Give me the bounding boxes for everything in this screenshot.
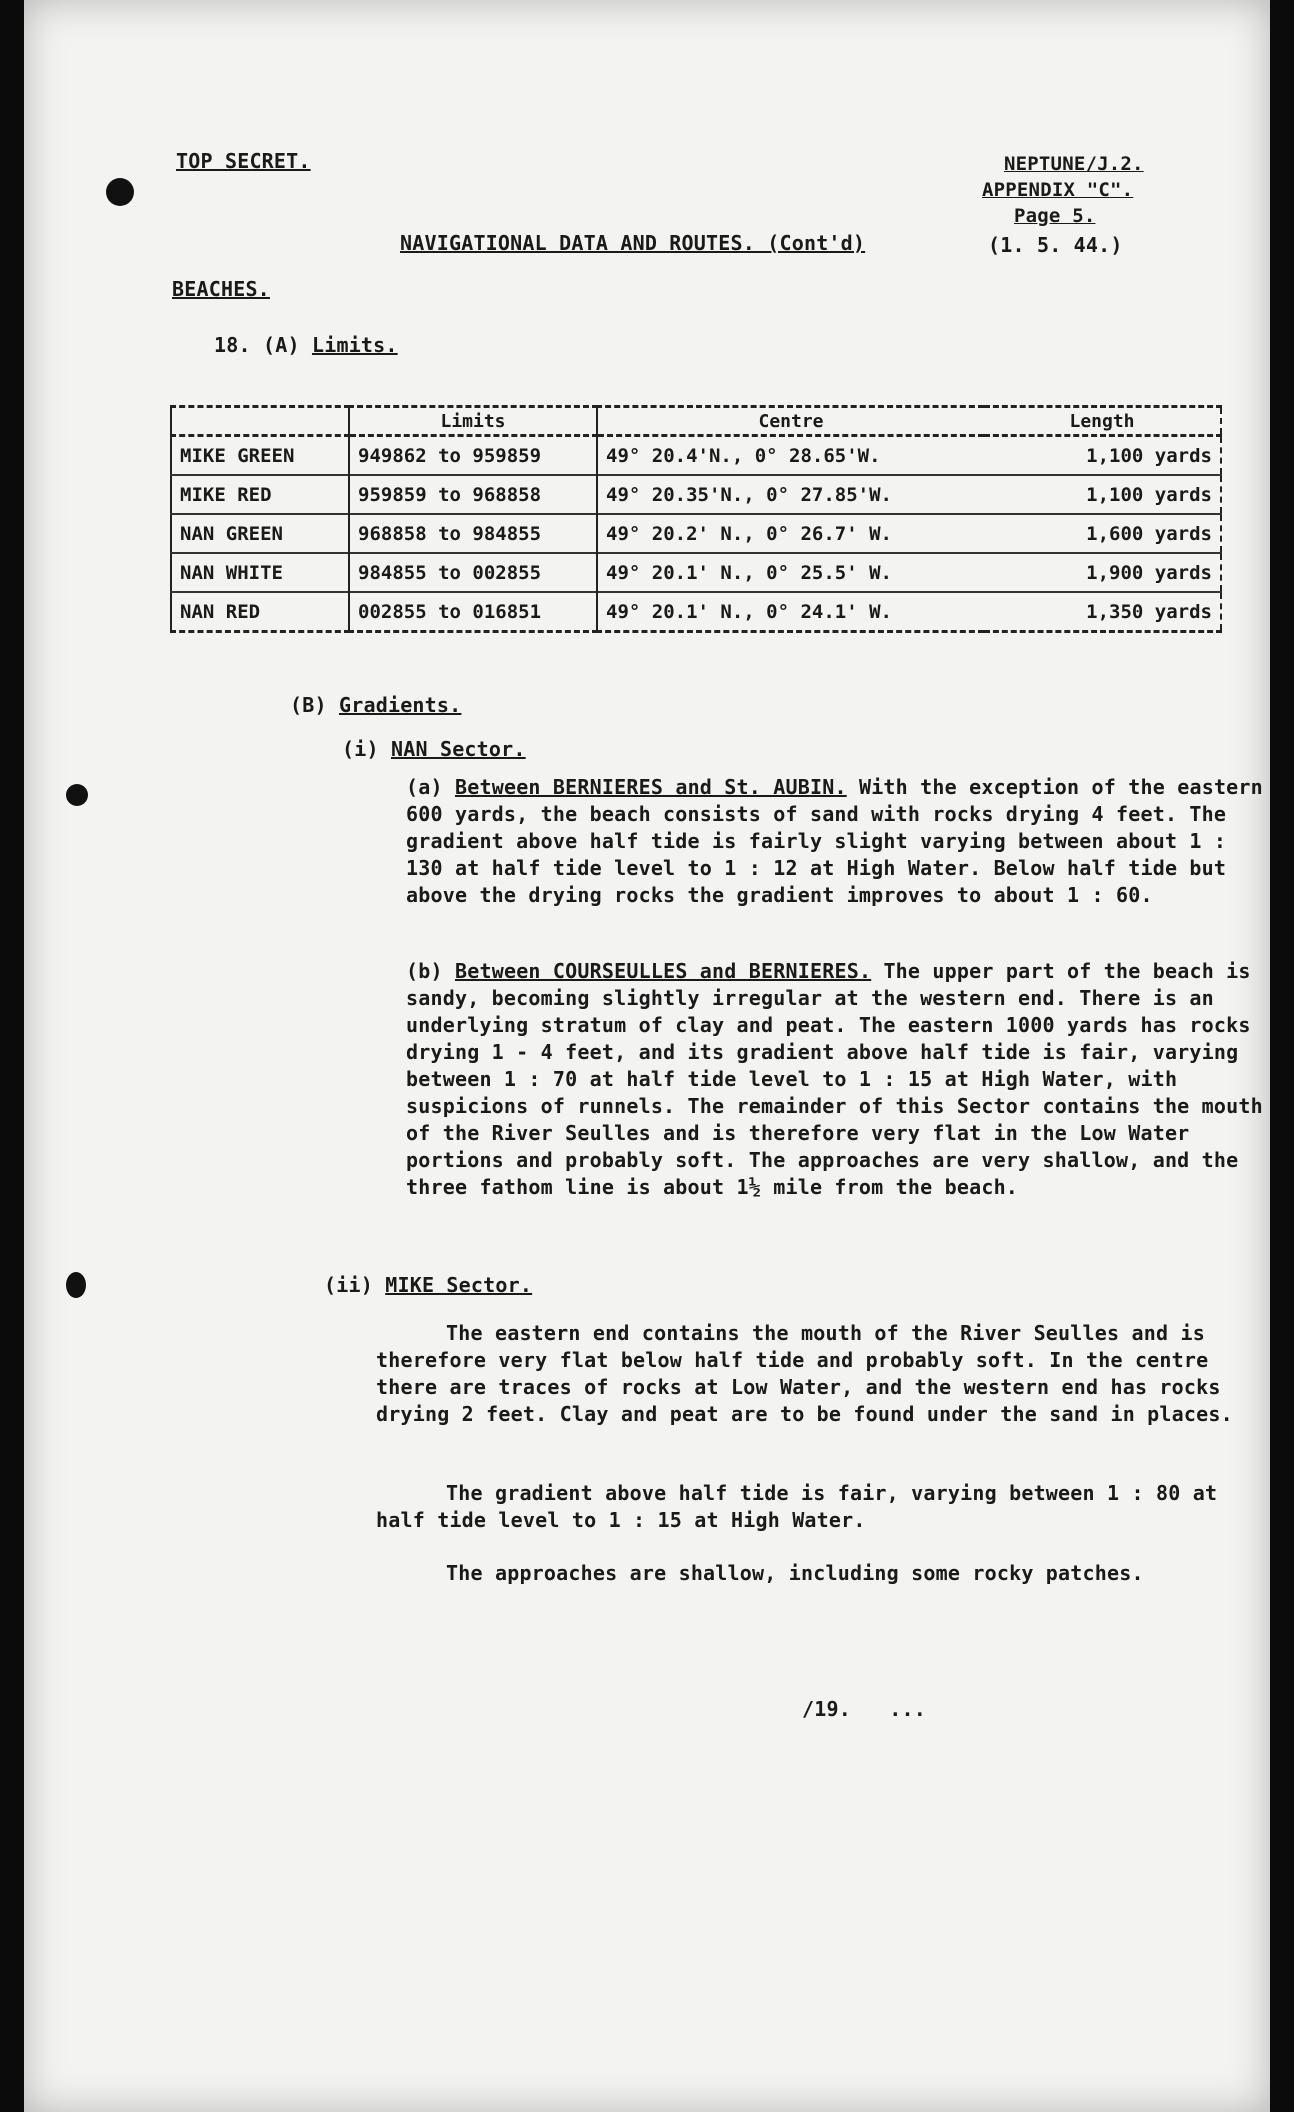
para-number: (a) xyxy=(406,775,443,799)
item-sub-label: (A) xyxy=(262,333,300,357)
item-18-heading xyxy=(214,332,398,359)
beach-centre: 49° 20.1' N., 0° 24.1' W. xyxy=(597,592,984,632)
reference-line-1: NEPTUNE/J.2. xyxy=(1004,153,1144,175)
table-row xyxy=(171,592,1221,632)
beach-name: NAN GREEN xyxy=(171,514,349,553)
table-row xyxy=(171,436,1221,476)
beach-centre: 49° 20.1' N., 0° 25.5' W. xyxy=(597,553,984,592)
table-header-row xyxy=(171,407,1221,436)
beach-length: 1,100 yards xyxy=(984,436,1221,476)
beach-centre: 49° 20.35'N., 0° 27.85'W. xyxy=(597,475,984,514)
para-number: (b) xyxy=(406,959,443,983)
nan-sector-heading xyxy=(342,736,526,763)
beach-length: 1,350 yards xyxy=(984,592,1221,632)
column-header: Limits xyxy=(349,407,597,436)
beach-limits: 949862 to 959859 xyxy=(349,436,597,476)
table-row xyxy=(171,553,1221,592)
beach-name: NAN WHITE xyxy=(171,553,349,592)
beach-name: MIKE GREEN xyxy=(171,436,349,476)
item-number: 18. xyxy=(214,333,251,357)
table-row xyxy=(171,514,1221,553)
beach-limits: 968858 to 984855 xyxy=(349,514,597,553)
next-page-number: /19. xyxy=(802,1697,851,1721)
punch-hole xyxy=(106,178,134,206)
para-heading: Between BERNIERES and St. AUBIN. xyxy=(454,775,847,799)
column-header: Centre xyxy=(597,407,984,436)
punch-hole xyxy=(66,784,88,806)
mike-sector-number: (ii) xyxy=(324,1273,373,1297)
beach-limits-table xyxy=(170,405,1222,633)
para-text: The upper part of the beach is sandy, becoming slightly irregular at the western end. There is an underlying stratum of clay and peat. The eastern 1000 yards has rocks drying 1 - 4 feet, and its gradient above half tide is fair, varying between 1 : 70 at half tide level to 1 : 15 at High Water, with suspicions of runnels. The remainder of this Sector contains the mouth of the River Seulles and is therefore very flat in the Low Water portions and probably soft. The approaches are very shallow, and the three fathom line is about 1½ mile from the beach. xyxy=(406,959,1263,1199)
nan-paragraph-b xyxy=(406,958,1266,1201)
beach-limits: 002855 to 016851 xyxy=(349,592,597,632)
beach-name: NAN RED xyxy=(171,592,349,632)
reference-line-3: Page 5. xyxy=(1014,205,1096,227)
next-page-marker xyxy=(802,1696,926,1723)
beach-length: 1,600 yards xyxy=(984,514,1221,553)
para-text: With the exception of the eastern 600 yards, the beach consists of sand with rocks drying 4 feet. The gradient above half tide is fairly slight varying between about 1 : 130 at half tide level to 1 : 12 at High Water. Below half tide but above the drying rocks the gradient improves to about 1 : 60. xyxy=(406,775,1263,907)
mike-paragraph-3: The approaches are shallow, including some rocky patches. xyxy=(446,1561,1144,1585)
punch-hole xyxy=(66,1272,86,1298)
mike-paragraph-2: The gradient above half tide is fair, varying between 1 : 80 at half tide level to 1 : 15 at High Water. xyxy=(376,1481,1218,1532)
gradients-heading xyxy=(290,692,461,719)
gradients-label: Gradients. xyxy=(338,693,462,717)
beach-name: MIKE RED xyxy=(171,475,349,514)
mike-sector-label: MIKE Sector. xyxy=(385,1273,533,1297)
beach-length: 1,900 yards xyxy=(984,553,1221,592)
reference-line-2: APPENDIX "C". xyxy=(982,179,1134,201)
document-date: (1. 5. 44.) xyxy=(988,233,1123,257)
column-header: Length xyxy=(984,407,1221,436)
column-header xyxy=(171,407,349,436)
beach-length: 1,100 yards xyxy=(984,475,1221,514)
classification-marking: TOP SECRET. xyxy=(176,149,311,173)
document-page xyxy=(24,0,1270,2112)
beach-limits: 959859 to 968858 xyxy=(349,475,597,514)
nan-sector-label: NAN Sector. xyxy=(390,737,526,761)
beach-centre: 49° 20.4'N., 0° 28.65'W. xyxy=(597,436,984,476)
section-heading: BEACHES. xyxy=(172,277,270,301)
continuation-dots: ... xyxy=(889,1697,926,1721)
mike-sector-heading xyxy=(324,1272,532,1299)
item-label: Limits. xyxy=(311,333,398,357)
mike-paragraph-1: The eastern end contains the mouth of the River Seulles and is therefore very flat below half tide and probably soft. In the centre there are traces of rocks at Low Water, and the western end has rocks drying 2 feet. Clay and peat are to be found under the sand in places. xyxy=(376,1321,1233,1426)
table-row xyxy=(171,475,1221,514)
document-title: NAVIGATIONAL DATA AND ROUTES. (Cont'd) xyxy=(400,231,866,255)
nan-sector-number: (i) xyxy=(342,737,379,761)
para-heading: Between COURSEULLES and BERNIERES. xyxy=(454,959,872,983)
beach-limits: 984855 to 002855 xyxy=(349,553,597,592)
gradients-sub-label: (B) xyxy=(290,693,327,717)
nan-paragraph-a xyxy=(406,774,1266,909)
beach-centre: 49° 20.2' N., 0° 26.7' W. xyxy=(597,514,984,553)
